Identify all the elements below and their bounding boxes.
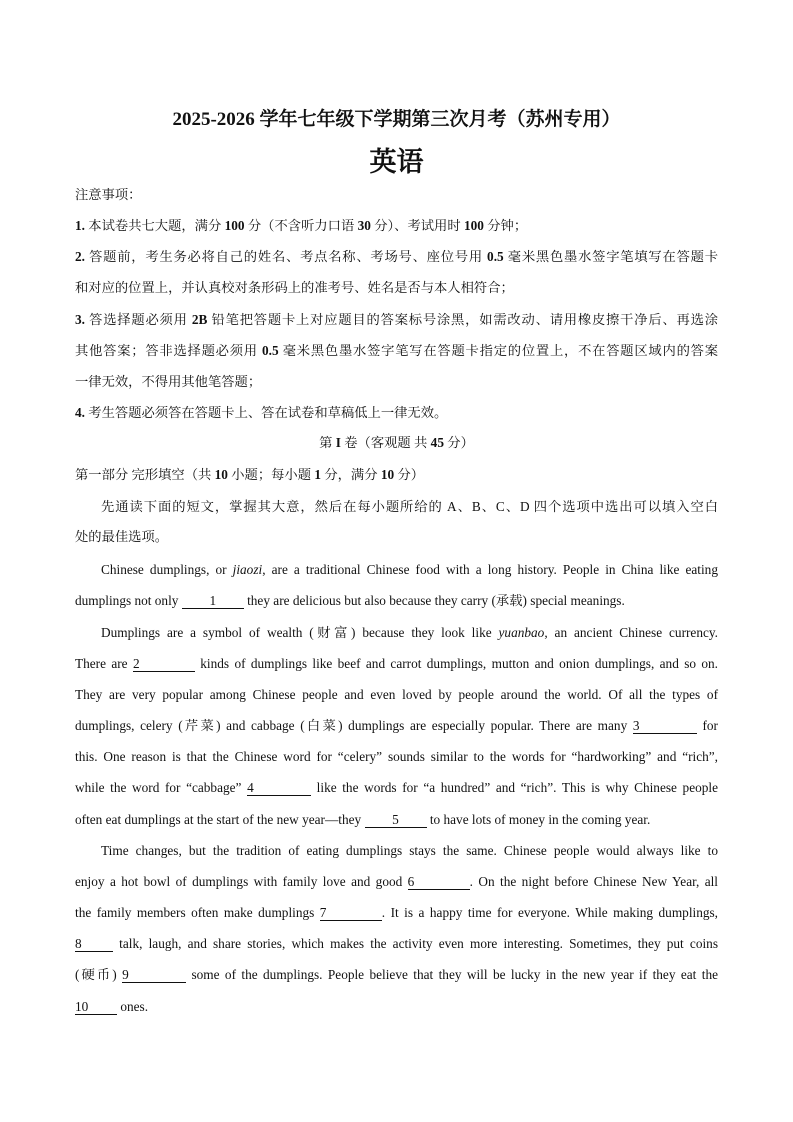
answer-blank: 7: [320, 905, 382, 921]
text-segment: ones.: [117, 999, 149, 1014]
text-segment: 毫米黑色墨水签字笔写在答题卡指定的位置上，不在答题区域内的答案: [278, 343, 718, 358]
text-segment: 本试卷共七大题，满分: [84, 218, 225, 233]
text-segment: Time changes, but the tradition of eating dumplings stays the same. Chinese people would always like to: [101, 843, 718, 858]
text-segment: while the word for “cabbage”: [75, 780, 248, 795]
exam-title: 2025-2026 学年七年级下学期第三次月考（苏州专用）: [172, 109, 621, 130]
text-line: [75, 217, 718, 235]
text-segment: 分）、考试用时: [370, 218, 464, 233]
text-segment: 10: [214, 467, 228, 482]
text-segment: 30: [357, 218, 371, 233]
text-segment: 分）: [394, 467, 425, 482]
text-segment: 答选择题必须用: [84, 312, 192, 327]
text-segment: 小题；每小题: [227, 467, 315, 482]
text-segment: 毫米黑色墨水签字笔填写在答题卡: [503, 249, 718, 264]
text-line: [75, 248, 718, 266]
text-segment: . On the night before Chinese New Year, all: [469, 874, 718, 889]
text-line: [75, 811, 718, 829]
text-line: [75, 592, 718, 610]
text-line: [75, 311, 718, 329]
text-line: [75, 186, 718, 204]
text-line: [75, 342, 718, 360]
text-segment: 1: [314, 467, 322, 482]
text-segment: 和对应的位置上，并认真校对条形码上的准考号、姓名是否与本人相符合；: [75, 280, 514, 295]
text-segment: to have lots of money in the coming year.: [426, 812, 651, 827]
text-segment: 分，满分: [321, 467, 381, 482]
text-segment: 0.5: [487, 249, 504, 264]
text-line: [75, 528, 718, 546]
text-line: [101, 842, 718, 860]
text-segment: 答题前，考生务必将自己的姓名、考点名称、考场号、座位号用: [84, 249, 488, 264]
text-line: [75, 404, 718, 422]
text-segment: dumplings, celery (芹菜) and cabbage (白菜) dumplings are especially popular. There are many: [75, 718, 633, 733]
text-line: [75, 686, 718, 704]
text-segment: 100: [224, 218, 245, 233]
text-segment: 注意事项：: [75, 187, 142, 202]
text-segment: the family members often make dumplings: [75, 905, 320, 920]
text-line: [75, 935, 718, 953]
text-segment: 分）: [443, 435, 474, 450]
text-segment: yuanbao: [498, 625, 545, 640]
answer-blank: 2: [133, 656, 195, 672]
answer-blank: 9: [122, 967, 186, 983]
text-segment: 3.: [75, 312, 85, 327]
text-segment: jiaozi: [232, 562, 263, 577]
answer-blank: 4: [247, 780, 311, 796]
text-segment: 铅笔把答题卡上对应题目的答案标号涂黑，如需改动、请用橡皮擦干净后、再选涂: [207, 312, 718, 327]
text-segment: 10: [380, 467, 395, 482]
answer-blank: 8: [75, 936, 113, 952]
text-line: [75, 873, 718, 891]
text-segment: Chinese dumplings, or: [101, 562, 233, 577]
text-segment: talk, laugh, and share stories, which makes the activity even more interesting. Sometimes, they put coins: [113, 936, 718, 951]
text-segment: like the words for “a hundred” and “rich”. This is why Chinese people: [311, 780, 718, 795]
text-segment: for: [696, 718, 718, 733]
text-line: [75, 466, 718, 484]
text-segment: I: [335, 435, 341, 450]
text-line: [75, 279, 718, 297]
text-segment: this. One reason is that the Chinese word for “celery” sounds similar to the words for “hardworking” and “rich”,: [75, 749, 718, 764]
text-segment: 处的最佳选项。: [75, 529, 169, 544]
text-segment: 2B: [191, 312, 208, 327]
text-segment: 卷（客观题 共: [340, 435, 431, 450]
text-segment: 1.: [75, 218, 85, 233]
text-segment: often eat dumplings at the start of the new year—they: [75, 812, 365, 827]
text-segment: some of the dumplings. People believe that they will be lucky in the new year if they eat the: [186, 967, 718, 982]
text-line: [75, 655, 718, 673]
text-line: [101, 498, 718, 516]
text-line: [75, 779, 718, 797]
text-segment: 4.: [75, 405, 85, 420]
text-segment: dumplings not only: [75, 593, 182, 608]
subject-title: 英语: [369, 147, 424, 177]
text-segment: 分（不含听力口语: [244, 218, 358, 233]
text-line: [75, 373, 718, 391]
answer-blank: 1: [182, 593, 244, 609]
text-segment: 45: [430, 435, 444, 450]
text-line: [101, 561, 718, 579]
answer-blank: 5: [365, 812, 427, 828]
text-segment: There are: [75, 656, 133, 671]
text-line: [75, 966, 718, 984]
text-segment: 第一部分 完形填空（共: [75, 467, 215, 482]
text-segment: 先通读下面的短文，掌握其大意，然后在每小题所给的 A、B、C、D 四个选项中选出可以填入空白: [101, 499, 718, 514]
text-segment: 分钟；: [483, 218, 528, 233]
text-segment: They are very popular among Chinese people and even loved by people around the world. Of all the types of: [75, 687, 718, 702]
text-segment: kinds of dumplings like beef and carrot dumplings, mutton and onion dumplings, and so on.: [194, 656, 718, 671]
text-line: [75, 904, 718, 922]
text-segment: 0.5: [261, 343, 279, 358]
text-segment: . It is a happy time for everyone. While making dumplings,: [381, 905, 719, 920]
text-segment: , an ancient Chinese currency.: [544, 625, 718, 640]
text-line: [101, 624, 718, 642]
text-segment: 2.: [75, 249, 85, 264]
text-line: [75, 998, 718, 1016]
answer-blank: 3: [633, 718, 697, 734]
answer-blank: 10: [75, 999, 117, 1015]
text-line: [75, 748, 718, 766]
text-segment: they are delicious but also because they carry (承载) special meanings.: [243, 593, 625, 608]
text-line: [75, 717, 718, 735]
text-segment: 第: [319, 435, 336, 450]
text-segment: 一律无效，不得用其他笔答题；: [75, 374, 262, 389]
text-segment: (硬币): [75, 967, 123, 982]
text-segment: Dumplings are a symbol of wealth (财富) because they look like: [101, 625, 499, 640]
text-segment: enjoy a hot bowl of dumplings with family love and good: [75, 874, 408, 889]
text-segment: 考生答题必须答在答题卡上、答在试卷和草稿低上一律无效。: [84, 405, 448, 420]
text-line: [75, 434, 718, 452]
text-segment: , are a traditional Chinese food with a long history. People in China like eating: [262, 562, 718, 577]
text-segment: 其他答案；答非选择题必须用: [75, 343, 262, 358]
answer-blank: 6: [408, 874, 470, 890]
text-segment: 100: [463, 218, 484, 233]
